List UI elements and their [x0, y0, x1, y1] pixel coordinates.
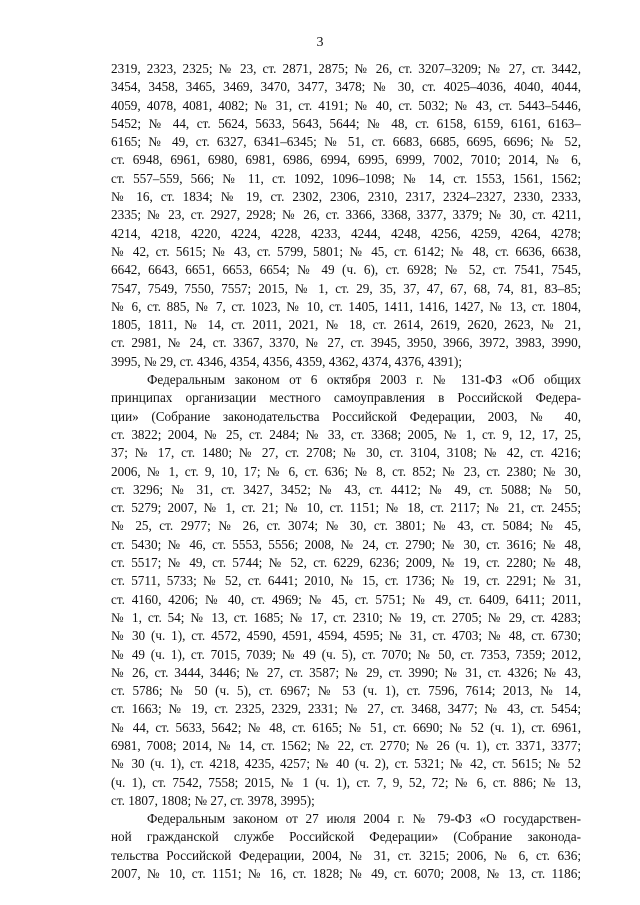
text-line: 7547, 7549, 7550, 7557; 2015, № 1, ст. 29, 35, 37, 47, 67, 68, 74, 81, 83–85; [111, 280, 581, 296]
text-line: тельства Российской Федерации, 2004, № 31, ст. 3215; 2006, № 6, ст. 636; [111, 847, 581, 863]
text-line: № 26, ст. 3444, 3446; № 27, ст. 3587; № 29, ст. 3990; № 31, ст. 4326; № 43, [111, 664, 581, 680]
paragraph-first-line: Федеральным законом от 27 июля 2004 г. № 79-ФЗ «О государствен- [147, 811, 581, 827]
text-line: ст. 2981, № 24, ст. 3367, 3370, № 27, ст. 3945, 3950, 3966, 3972, 3983, 3990, [111, 335, 581, 351]
text-line: ст. 6948, 6961, 6980, 6981, 6986, 6994, 6995, 6999, 7002, 7010; 2014, № 6, [111, 152, 581, 168]
text-line: № 16, ст. 1834; № 19, ст. 2302, 2306, 2310, 2317, 2324–2327, 2330, 2333, [111, 189, 581, 205]
text-line: 3454, 3458, 3465, 3469, 3470, 3477, 3478; № 30, ст. 4025–4036, 4040, 4044, [111, 79, 581, 95]
text-line: 4214, 4218, 4220, 4224, 4228, 4233, 4244, 4248, 4256, 4259, 4264, 4278; [111, 225, 581, 241]
text-line: ст. 557–559, 566; № 11, ст. 1092, 1096–1098; № 14, ст. 1553, 1561, 1562; [111, 170, 581, 186]
text-line: 2319, 2323, 2325; № 23, ст. 2871, 2875; № 26, ст. 3207–3209; № 27, ст. 3442, [111, 61, 581, 76]
page-number: 3 [316, 35, 324, 50]
text-line: № 25, ст. 2977; № 26, ст. 3074; № 30, ст. 3801; № 43, ст. 5084; № 45, [111, 518, 581, 534]
text-line: № 44, ст. 5633, 5642; № 48, ст. 6165; № 51, ст. 6690; № 52 (ч. 1), ст. 6961, [111, 719, 581, 735]
text-line: № 42, ст. 5615; № 43, ст. 5799, 5801; № 45, ст. 6142; № 48, ст. 6636, 6638, [111, 243, 581, 259]
text-line: ст. 5279; 2007, № 1, ст. 21; № 10, ст. 1151; № 18, ст. 2117; № 21, ст. 2455; [111, 500, 581, 516]
text-line: 1805, 1811, № 14, ст. 2011, 2021, № 18, ст. 2614, 2619, 2620, 2623, № 21, [111, 317, 581, 333]
text-line: ст. 4160, 4206; № 40, ст. 4969; № 45, ст. 5751; № 49, ст. 6409, 6411; 2011, [111, 591, 581, 607]
text-line: № 6, ст. 885, № 7, ст. 1023, № 10, ст. 1405, 1411, 1416, 1427, № 13, ст. 1804, [111, 298, 581, 314]
text-line: № 1, ст. 54; № 13, ст. 1685; № 17, ст. 2310; № 19, ст. 2705; № 29, ст. 4283; [111, 609, 581, 625]
text-line: 5452; № 44, ст. 5624, 5633, 5643, 5644; № 48, ст. 6158, 6159, 6161, 6163– [111, 115, 581, 131]
text-line: 2006, № 1, ст. 9, 10, 17; № 6, ст. 636; № 8, ст. 852; № 23, ст. 2380; № 30, [111, 463, 581, 479]
text-line: 3995, № 29, ст. 4346, 4354, 4356, 4359, 4362, 4374, 4376, 4391); [111, 353, 463, 369]
text-line: № 49 (ч. 1), ст. 7015, 7039; № 49 (ч. 5), ст. 7070; № 50, ст. 7353, 7359; 2012, [111, 646, 581, 662]
text-line: ст. 5786; № 50 (ч. 5), ст. 6967; № 53 (ч. 1), ст. 7596, 7614; 2013, № 14, [111, 683, 581, 699]
text-line: ст. 5711, 5733; № 52, ст. 6441; 2010, № 15, ст. 1736; № 19, ст. 2291; № 31, [111, 573, 581, 589]
text-line: ции» (Собрание законодательства Российской Федерации, 2003, № 40, [111, 408, 581, 424]
text-line: 2335; № 23, ст. 2927, 2928; № 26, ст. 3366, 3368, 3377, 3379; № 30, ст. 4211, [111, 207, 581, 223]
text-line: (ч. 1), ст. 7542, 7558; 2015, № 1 (ч. 1), ст. 7, 9, 52, 72; № 6, ст. 886; № 13, [111, 774, 581, 790]
text-line: 6165; № 49, ст. 6327, 6341–6345; № 51, ст. 6683, 6685, 6695, 6696; № 52, [111, 134, 581, 150]
text-line: 37; № 17, ст. 1480; № 27, ст. 2708; № 30, ст. 3104, 3108; № 42, ст. 4216; [111, 445, 581, 461]
text-line: № 30 (ч. 1), ст. 4218, 4235, 4257; № 40 (ч. 2), ст. 5321; № 42, ст. 5615; № 52 [111, 756, 581, 772]
document-body [111, 60, 581, 883]
text-line: ст. 5430; № 46, ст. 5553, 5556; 2008, № 24, ст. 2790; № 30, ст. 3616; № 48, [111, 536, 581, 552]
text-line: ст. 3296; № 31, ст. 3427, 3452; № 43, ст. 4412; № 49, ст. 5088; № 50, [111, 481, 581, 497]
text-line: ст. 5517; № 49, ст. 5744; № 52, ст. 6229, 6236; 2009, № 19, ст. 2280; № 48, [111, 555, 581, 571]
text-line: 6981, 7008; 2014, № 14, ст. 1562; № 22, ст. 2770; № 26 (ч. 1), ст. 3371, 3377; [111, 737, 581, 753]
text-line: ст. 3822; 2004, № 25, ст. 2484; № 33, ст. 3368; 2005, № 1, ст. 9, 12, 17, 25, [111, 426, 581, 442]
text-line: № 30 (ч. 1), ст. 4572, 4590, 4591, 4594, 4595; № 31, ст. 4703; № 48, ст. 6730; [111, 628, 581, 644]
text-line: 4059, 4078, 4081, 4082; № 31, ст. 4191; № 40, ст. 5032; № 43, ст. 5443–5446, [111, 97, 581, 113]
text-line: ст. 1663; № 19, ст. 2325, 2329, 2331; № 27, ст. 3468, 3477; № 43, ст. 5454; [111, 701, 581, 717]
text-line: ной гражданской службе Российской Федерации» (Собрание законода- [111, 829, 581, 845]
text-line: 6642, 6643, 6651, 6653, 6654; № 49 (ч. 6), ст. 6928; № 52, ст. 7541, 7545, [111, 262, 581, 278]
text-line: принципах организации местного самоуправления в Российской Федера- [111, 390, 581, 406]
paragraph-first-line: Федеральным законом от 6 октября 2003 г. № 131-ФЗ «Об общих [147, 372, 581, 388]
text-line: ст. 1807, 1808; № 27, ст. 3978, 3995); [111, 792, 315, 808]
text-line: 2007, № 10, ст. 1151; № 16, ст. 1828; № 49, ст. 6070; 2008, № 13, ст. 1186; [111, 866, 581, 882]
